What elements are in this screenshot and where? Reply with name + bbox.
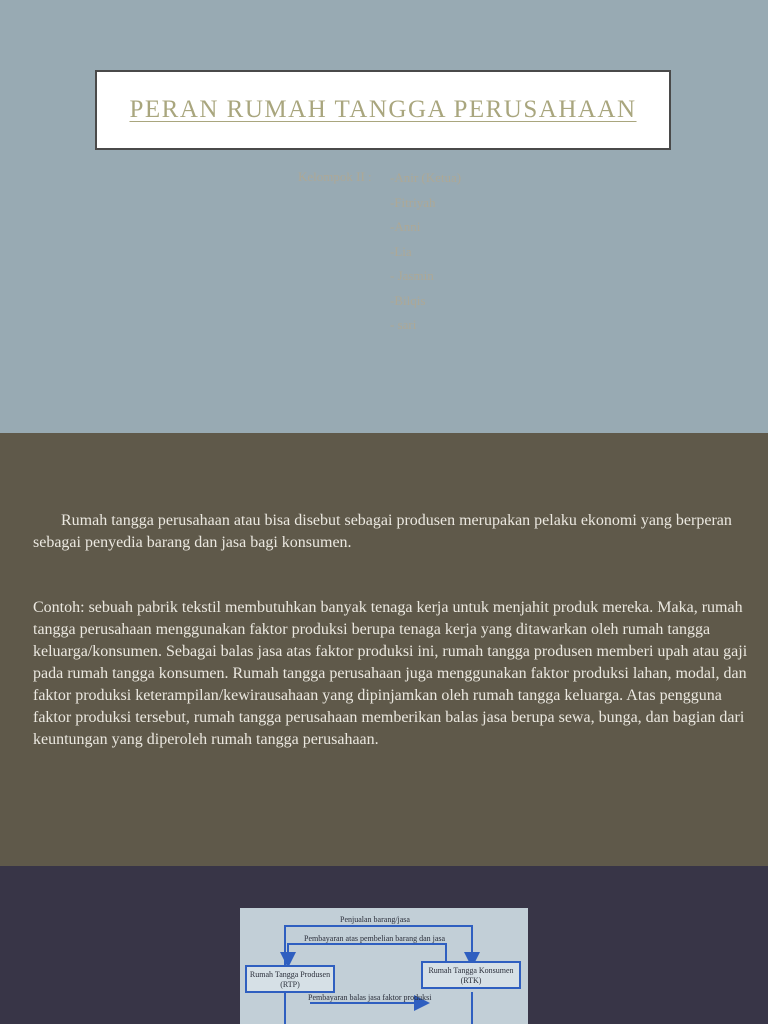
title-slide [0,0,768,433]
definition-paragraph: Rumah tangga perusahaan atau bisa disebut sebagai produsen merupakan pelaku ekonomi yang berperan sebagai penyedia barang dan jasa bagi konsumen. [33,512,732,551]
producer-abbr: (RTP) [280,980,300,989]
member-item: -Bilqis [390,292,426,308]
group-label: Kelompok II : [298,169,372,184]
sales-flow-arrow [285,926,472,966]
consumer-label: Rumah Tangga Konsumen [428,966,514,975]
slide-title: PERAN RUMAH TANGGA PERUSAHAAN [129,96,637,123]
producer-label: Rumah Tangga Produsen [249,970,331,979]
member-item: -Fitriyah [390,194,436,210]
member-item: - Jasmin [390,268,434,283]
member-list [390,169,461,341]
title-box [95,70,671,150]
circular-flow-diagram [240,908,528,1024]
factor-payment-label: Pembayaran balas jasa faktor produksi [308,993,432,1002]
member-item: -Lia [390,243,412,259]
consumer-abbr: (RTK) [460,976,482,985]
example-paragraph: Contoh: sebuah pabrik tekstil membutuhkan banyak tenaga kerja untuk menjahit produk mereka. Maka, rumah tangga perusahaan menggunakan faktor produksi berupa tenaga kerja yang ditawarkan oleh rumah tangga keluarga/konsumen. Sebagai balas jasa atas faktor produksi ini, rumah tangga produsen memberi upah atau gaji pada rumah tangga konsumen. Rumah tangga perusahaan juga menggunakan faktor produksi lahan, modal, dan faktor produksi keterampilan/kewirausahaan yang dipinjamkan oleh rumah tangga keluarga. Atas pengguna faktor produksi tersebut, rumah tangga perusahaan memberikan balas jasa berupa sewa, bunga, dan bagian dari keuntungan yang diperoleh rumah tangga perusahaan. [33,599,748,748]
diagram-slide [0,866,768,1024]
member-item: - sari [390,317,417,332]
member-item: -Anni [390,219,421,234]
sales-label: Penjualan barang/jasa [340,915,410,924]
member-item: -Anir (Ketua) [390,170,462,185]
payment-label: Pembayaran atas pembelian barang dan jasa [304,934,446,943]
content-slide [0,433,768,866]
